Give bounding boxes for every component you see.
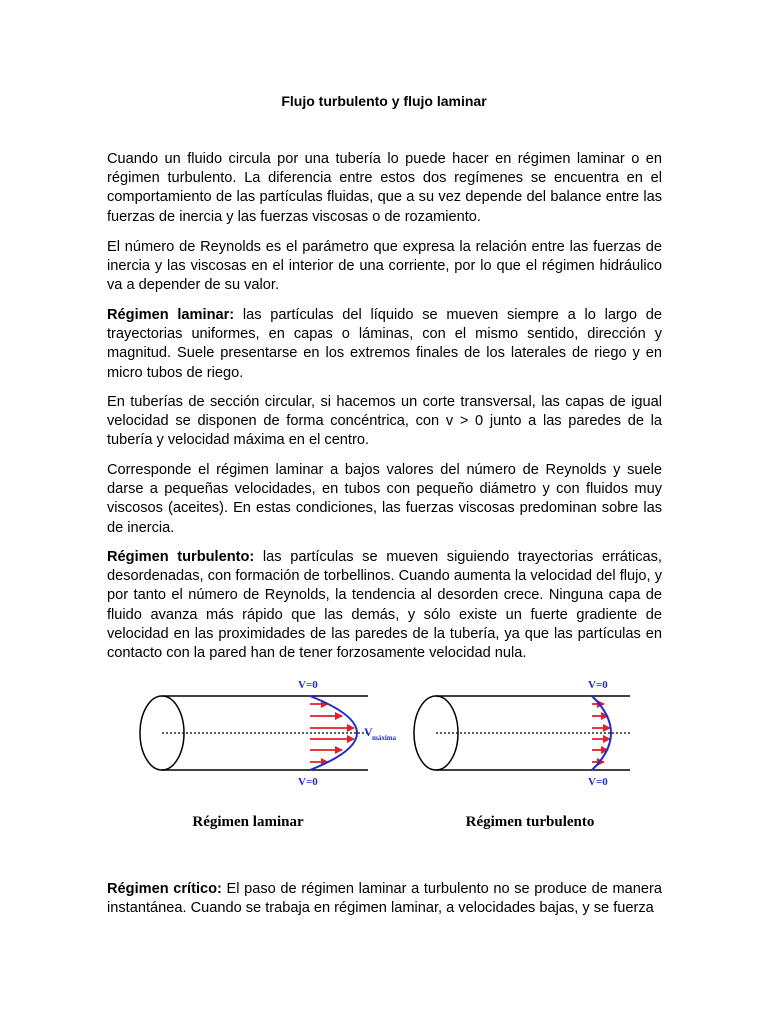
paragraph-circular-section: [107, 393, 662, 451]
paragraph-critical: [107, 880, 662, 918]
paragraph-laminar: [107, 306, 662, 383]
paragraph-text: las partículas del líquido se mueven siempre a lo largo de trayectorias uniformes, en capas o láminas, con el mismo sentido, dirección y magnitud. Suele presentarse en los extremos finales de los laterales de riego y en micro tubos de riego.: [107, 307, 662, 381]
vmax-label-main: V: [364, 725, 373, 739]
paragraph-text: En tuberías de sección circular, si hacemos un corte transversal, las capas de igual velocidad se disponen de forma concéntrica, con v > 0 junto a las paredes de la tubería y velocidad máxima en el centro.: [107, 394, 662, 449]
paragraph-turbulent: [107, 548, 662, 663]
paragraph-text: El número de Reynolds es el parámetro que expresa la relación entre las fuerzas de inercia y las viscosas en el interior de una corriente, por lo que el régimen hidráulico va a depender de su valor.: [107, 239, 662, 294]
turbulent-pipe: [414, 679, 630, 830]
paragraph-intro: [107, 150, 662, 227]
flow-regime-figure: [130, 672, 650, 842]
turbulent-bottom-label: V=0: [588, 776, 608, 788]
laminar-top-label: V=0: [298, 679, 318, 691]
paragraph-text: Corresponde el régimen laminar a bajos valores del número de Reynolds y suele darse a pequeñas velocidades, en tubos con pequeño diámetro y con fluidos muy viscosos (aceites). En estas condiciones, las fuerzas viscosas predominan sobre las de inercia.: [107, 462, 662, 536]
paragraph-lead: Régimen crítico:: [107, 881, 222, 897]
flow-regime-diagram: [130, 672, 650, 842]
paragraph-text: Cuando un fluido circula por una tubería lo puede hacer en régimen laminar o en régimen turbulento. La diferencia entre estos dos regímenes se encuentra en el comportamiento de las partículas fluidas, que a su vez depende del balance entre las fuerzas de inercia y las fuerzas viscosas o de rozamiento.: [107, 151, 662, 225]
laminar-bottom-label: V=0: [298, 776, 318, 788]
paragraph-reynolds: [107, 238, 662, 296]
turbulent-caption: Régimen turbulento: [465, 814, 595, 830]
paragraph-text: las partículas se mueven siguiendo trayectorias erráticas, desordenadas, con formación de torbellinos. Cuando aumenta la velocidad del flujo, y por tanto el número de Reynolds, la tendencia al desorden crece. Ninguna capa de fluido avanza más rápido que las demás, y sólo existe un fuerte gradiente de velocidad en las proximidades de las paredes de la tubería, ya que las partículas en contacto con la pared han de tener forzosamente velocidad nula.: [107, 549, 662, 662]
paragraph-lead: Régimen turbulento:: [107, 549, 255, 565]
turbulent-top-label: V=0: [588, 679, 608, 691]
paragraph-text: El paso de régimen laminar a turbulento no se produce de manera instantánea. Cuando se trabaja en régimen laminar, a velocidades bajas, y se fuerza: [107, 881, 662, 917]
laminar-caption: Régimen laminar: [192, 814, 304, 830]
laminar-velocity-profile: [310, 696, 357, 770]
laminar-pipe: [140, 679, 397, 830]
vmax-label-sub: máxima: [372, 734, 397, 742]
paragraph-low-reynolds: [107, 461, 662, 538]
document-title: Flujo turbulento y flujo laminar: [281, 93, 487, 109]
paragraph-lead: Régimen laminar:: [107, 307, 235, 323]
